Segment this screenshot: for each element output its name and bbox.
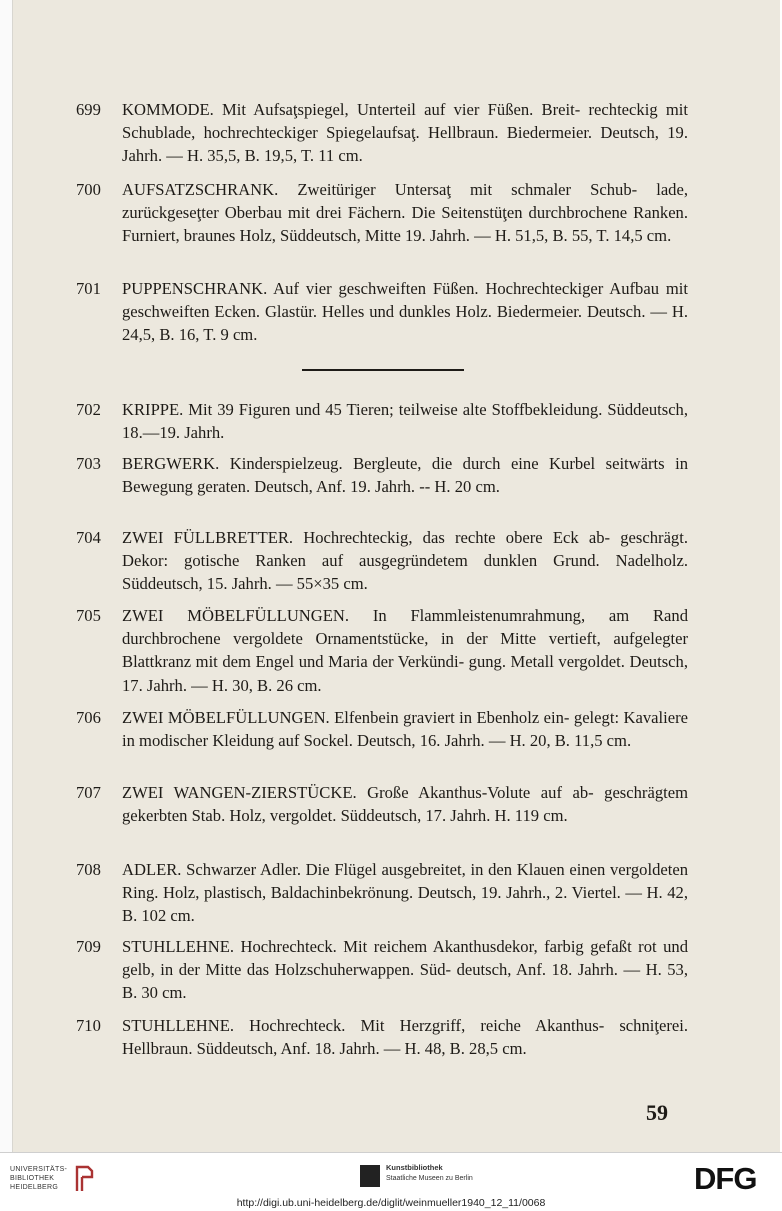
university-library-label bbox=[10, 1165, 68, 1192]
entry-number: 708 bbox=[76, 860, 101, 879]
entry-text: ZWEI WANGEN-ZIERSTÜCKE. Große Akanthus-Volute auf ab- geschrägtem gekerbten Stab. Holz, vergoldet. Süddeutsch, 17. Jahrh. H. 119 cm. bbox=[122, 783, 688, 826]
entry-text: ZWEI MÖBELFÜLLUNGEN. In Flammleistenumrahmung, am Rand durchbrochene vergoldete Ornamentstücke, in der Mitte vertieft, aufgelegter Blattkranz mit dem Engel und Maria der Verkündi- gung. Metall vergoldet. Deutsch, 17. Jahrh. — H. 30, B. 26 cm. bbox=[122, 606, 688, 695]
catalog-entry bbox=[76, 398, 688, 444]
university-logo-icon bbox=[74, 1163, 96, 1193]
entry-text: BERGWERK. Kinderspielzeug. Bergleute, die durch eine Kurbel seitwärts in Bewegung geraten. Deutsch, Anf. 19. Jahrh. -- H. 20 cm. bbox=[122, 454, 688, 497]
kb-subtitle: Staatliche Museen zu Berlin bbox=[386, 1175, 473, 1182]
digitization-footer bbox=[0, 1152, 782, 1211]
entry-text: STUHLLEHNE. Hochrechteck. Mit Herzgriff, reiche Akanthus- schniţerei. Hellbraun. Süddeutsch, Anf. 18. Jahrh. — H. 48, B. 28,5 cm. bbox=[122, 1016, 688, 1059]
catalog-entry bbox=[76, 178, 688, 248]
catalog-entry bbox=[76, 277, 688, 347]
source-url[interactable]: http://digi.ub.uni-heidelberg.de/diglit/weinmueller1940_12_11/0068 bbox=[236, 1197, 546, 1209]
entry-text: KRIPPE. Mit 39 Figuren und 45 Tieren; teilweise alte Stoffbekleidung. Süddeutsch, 18.—19. Jahrh. bbox=[122, 400, 688, 443]
catalog-entry bbox=[76, 526, 688, 596]
catalog-entry bbox=[76, 98, 688, 168]
entry-number: 709 bbox=[76, 937, 101, 956]
university-line: HEIDELBERG bbox=[10, 1184, 59, 1191]
entry-text: ZWEI FÜLLBRETTER. Hochrechteckig, das rechte obere Eck ab- geschrägt. Dekor: gotische Ranken auf ausgegründetem dunklen Grund. Nadelholz. Süddeutsch, 15. Jahrh. — 55×35 cm. bbox=[122, 528, 688, 594]
catalog-entry bbox=[76, 858, 688, 928]
entry-number: 706 bbox=[76, 708, 101, 727]
kunstbibliothek-logo-icon bbox=[360, 1165, 380, 1187]
dfg-logo: DFG bbox=[694, 1161, 757, 1196]
entry-text: PUPPENSCHRANK. Auf vier geschweiften Füßen. Hochrechteckiger Aufbau mit geschweiften Ecken. Glastür. Helles und dunkles Holz. Biedermeier. Deutsch. — H. 24,5, B. 16, T. 9 cm. bbox=[122, 279, 688, 345]
entry-text: ADLER. Schwarzer Adler. Die Flügel ausgebreitet, in den Klauen einen vergoldeten Ring. Holz, plastisch, Baldachinbekrönung. Deutsch, 19. Jahrh., 2. Viertel. — H. 42, B. 102 cm. bbox=[122, 860, 688, 926]
catalog-entry bbox=[76, 604, 688, 697]
kunstbibliothek-label bbox=[386, 1163, 473, 1184]
entry-number: 702 bbox=[76, 400, 101, 419]
section-divider bbox=[302, 369, 464, 371]
entry-number: 705 bbox=[76, 606, 101, 625]
page-number: 59 bbox=[646, 1100, 668, 1125]
entry-number: 707 bbox=[76, 783, 101, 802]
entry-text: KOMMODE. Mit Aufsaţspiegel, Unterteil auf vier Füßen. Breit- rechteckig mit Schublade, hochrechteckiger Spiegelaufsaţ. Hellbraun. Biedermeier. Deutsch, 19. Jahrh. — H. 35,5, B. 19,5, T. 11 cm. bbox=[122, 100, 688, 166]
university-line: UNIVERSITÄTS- bbox=[10, 1166, 68, 1173]
entry-text: STUHLLEHNE. Hochrechteck. Mit reichem Akanthusdekor, farbig gefaßt rot und gelb, in der Mitte das Holzschuherwappen. Süd- deutsch, Anf. 18. Jahrh. — H. 53, B. 30 cm. bbox=[122, 937, 688, 1003]
entry-number: 704 bbox=[76, 528, 101, 547]
entry-text: AUFSATZSCHRANK. Zweitüriger Untersaţ mit schmaler Schub- lade, zurückgeseţter Oberbau mit drei Fächern. Die Seitenstüţen durchbrochene Ranken. Furniert, braunes Holz, Süddeutsch, Mitte 19. Jahrh. — H. 51,5, B. 55, T. 14,5 cm. bbox=[122, 180, 688, 246]
entry-number: 699 bbox=[76, 100, 101, 119]
catalog-entry bbox=[76, 935, 688, 1005]
entry-number: 700 bbox=[76, 180, 101, 199]
catalog-entry bbox=[76, 706, 688, 752]
catalog-entry bbox=[76, 1014, 688, 1060]
entry-number: 710 bbox=[76, 1016, 101, 1035]
entry-number: 703 bbox=[76, 454, 101, 473]
entry-text: ZWEI MÖBELFÜLLUNGEN. Elfenbein graviert in Ebenholz ein- gelegt: Kavaliere in modischer Kleidung auf Sockel. Deutsch, 16. Jahrh. — H. 20, B. 11,5 cm. bbox=[122, 708, 688, 751]
entry-number: 701 bbox=[76, 279, 101, 298]
catalog-entry bbox=[76, 781, 688, 827]
university-line: BIBLIOTHEK bbox=[10, 1175, 55, 1182]
catalog-entry bbox=[76, 452, 688, 498]
kb-title: Kunstbibliothek bbox=[386, 1163, 443, 1172]
